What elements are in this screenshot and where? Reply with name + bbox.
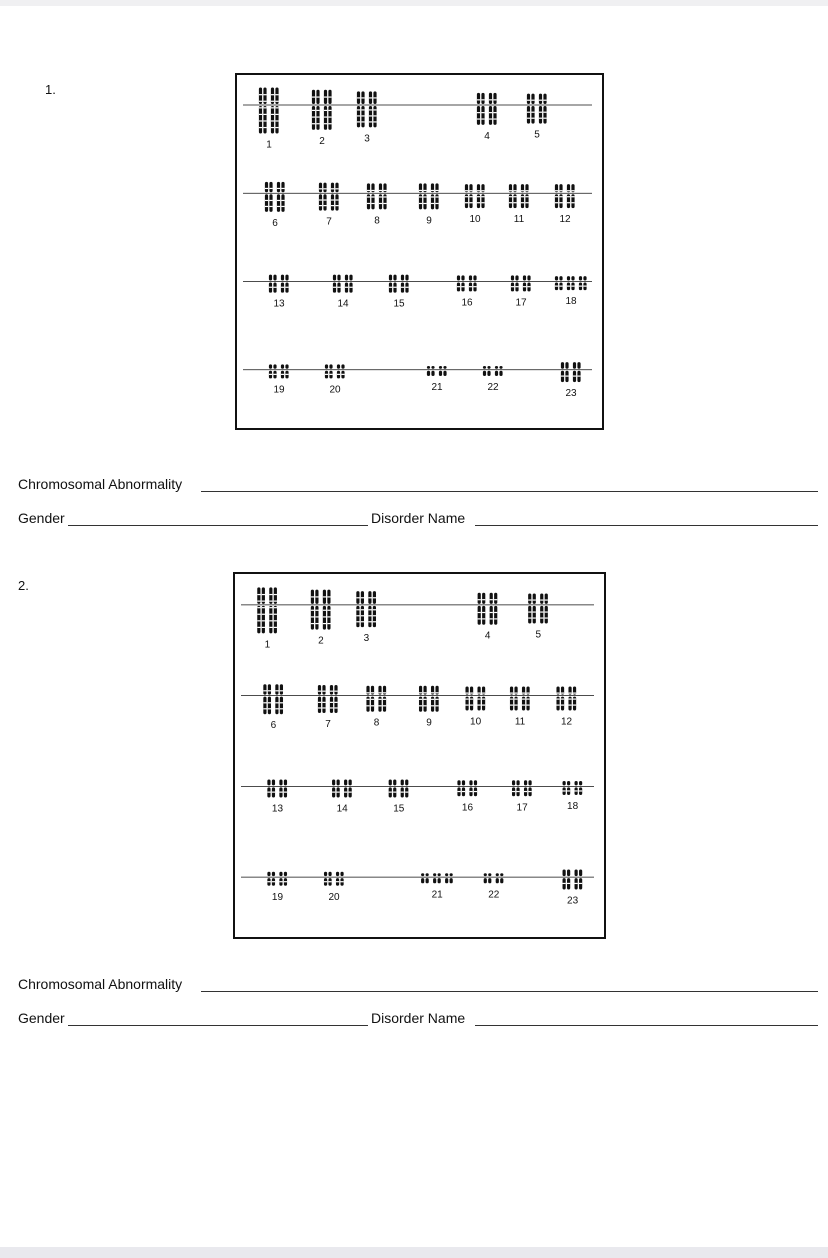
chromosome-label: 1 — [264, 639, 271, 651]
chromosome-label: 9 — [426, 215, 432, 227]
chromosome-group-12 — [555, 184, 575, 208]
gender-label: Gender — [18, 1010, 65, 1026]
chromosome-group-19 — [267, 872, 287, 886]
chromosome-group-8 — [366, 686, 386, 712]
chromosome-label: 19 — [271, 891, 284, 903]
chromosome-label: 4 — [484, 130, 490, 142]
question-2-number: 2. — [18, 578, 29, 593]
bottom-band — [0, 1247, 828, 1258]
chromosome-group-1 — [259, 88, 279, 134]
chromosome-group-23 — [561, 362, 581, 382]
chromosome-label: 10 — [470, 716, 482, 728]
chromosome-label: 11 — [513, 214, 525, 226]
chromosome-group-17 — [512, 780, 532, 796]
chromosome-label: 21 — [431, 889, 443, 901]
chromosome-label: 7 — [326, 216, 332, 228]
chromosome-label: 8 — [373, 717, 380, 729]
chromosome-group-17 — [511, 275, 531, 291]
chromosome-label: 17 — [515, 297, 527, 309]
chromosome-group-10 — [465, 686, 485, 710]
disorder-answer-line[interactable] — [475, 1025, 818, 1026]
chromosome-group-23 — [563, 870, 583, 890]
chromosome-group-21 — [421, 873, 453, 883]
abnormality-row-2 — [18, 976, 818, 996]
gender-row-2 — [18, 1010, 818, 1030]
gender-label: Gender — [18, 510, 65, 526]
disorder-label: Disorder Name — [371, 1010, 466, 1026]
chromosome-group-11 — [509, 184, 529, 208]
abnormality-label: Chromosomal Abnormality — [18, 976, 183, 992]
chromosome-group-19 — [269, 364, 289, 378]
chromosome-group-3 — [357, 91, 377, 127]
chromosome-label: 16 — [461, 297, 473, 309]
chromosome-group-20 — [325, 364, 345, 378]
chromosome-label: 5 — [534, 129, 540, 141]
chromosome-group-20 — [324, 872, 344, 886]
chromosome-group-16 — [457, 780, 477, 796]
chromosome-group-22 — [484, 873, 504, 883]
chromosome-label: 3 — [364, 133, 370, 145]
chromosome-label: 13 — [271, 803, 284, 815]
chromosome-label: 17 — [516, 802, 528, 814]
chromosome-group-8 — [367, 183, 387, 209]
chromosome-group-5 — [527, 94, 547, 124]
chromosome-label: 15 — [393, 803, 405, 815]
chromosome-group-21 — [427, 366, 447, 376]
chromosome-group-22 — [483, 366, 503, 376]
chromosome-label: 14 — [337, 298, 349, 310]
abnormality-answer-line[interactable] — [201, 491, 818, 492]
chromosome-label: 11 — [514, 716, 526, 728]
chromosome-group-9 — [419, 686, 439, 712]
chromosome-group-10 — [465, 184, 485, 208]
chromosome-label: 4 — [484, 630, 491, 642]
gender-row-1 — [18, 510, 818, 530]
chromosome-label: 18 — [565, 296, 577, 308]
chromosome-label: 2 — [318, 635, 324, 647]
chromosome-group-7 — [318, 685, 338, 713]
gender-answer-line[interactable] — [68, 525, 368, 526]
top-band — [0, 0, 828, 6]
chromosome-label: 1 — [266, 139, 272, 151]
chromosome-label: 23 — [565, 388, 577, 400]
abnormality-answer-line[interactable] — [201, 991, 818, 992]
chromosome-label: 16 — [461, 802, 474, 814]
question-1-number: 1. — [45, 82, 56, 97]
karyotype-1 — [235, 73, 604, 430]
chromosome-label: 9 — [426, 717, 432, 729]
chromosome-label: 22 — [487, 381, 499, 393]
chromosome-group-2 — [312, 90, 332, 130]
chromosome-group-14 — [333, 275, 353, 293]
chromosome-label: 10 — [469, 214, 481, 226]
chromosome-group-18 — [555, 276, 587, 290]
chromosome-group-12 — [556, 686, 576, 710]
gender-answer-line[interactable] — [68, 1025, 368, 1026]
chromosome-group-6 — [265, 182, 285, 212]
chromosome-label: 15 — [393, 298, 405, 310]
chromosome-label: 22 — [488, 889, 500, 901]
chromosome-group-9 — [419, 183, 439, 209]
chromosome-label: 2 — [319, 135, 325, 147]
chromosome-label: 18 — [567, 801, 579, 813]
chromosome-label: 7 — [325, 718, 331, 730]
abnormality-label: Chromosomal Abnormality — [18, 476, 183, 492]
chromosome-group-16 — [457, 275, 477, 291]
chromosome-label: 8 — [374, 215, 380, 227]
karyotype-svg — [237, 75, 602, 428]
disorder-label: Disorder Name — [371, 510, 466, 526]
disorder-answer-line[interactable] — [475, 525, 818, 526]
chromosome-group-14 — [332, 780, 352, 798]
chromosome-group-15 — [389, 275, 409, 293]
abnormality-row-1 — [18, 476, 818, 496]
chromosome-label: 12 — [560, 716, 573, 728]
karyotype-2 — [233, 572, 606, 939]
chromosome-label: 14 — [336, 803, 348, 815]
chromosome-group-7 — [319, 183, 339, 211]
chromosome-group-13 — [269, 275, 289, 293]
chromosome-group-15 — [389, 780, 409, 798]
chromosome-label: 6 — [272, 217, 278, 229]
chromosome-label: 5 — [535, 629, 542, 641]
chromosome-label: 23 — [567, 895, 579, 907]
chromosome-group-2 — [311, 590, 331, 630]
chromosome-group-3 — [356, 591, 376, 627]
chromosome-label: 20 — [329, 384, 341, 396]
karyotype-svg — [235, 574, 604, 937]
chromosome-group-18 — [563, 781, 583, 795]
chromosome-group-4 — [477, 93, 497, 125]
chromosome-label: 21 — [431, 381, 443, 393]
chromosome-group-11 — [510, 686, 530, 710]
chromosome-group-6 — [263, 684, 283, 714]
chromosome-label: 19 — [273, 384, 285, 396]
chromosome-label: 13 — [273, 298, 285, 310]
chromosome-label: 12 — [559, 214, 571, 226]
chromosome-label: 6 — [270, 720, 277, 732]
chromosome-label: 3 — [363, 633, 370, 645]
chromosome-label: 20 — [328, 891, 340, 903]
chromosome-group-13 — [267, 780, 287, 798]
chromosome-group-5 — [528, 593, 548, 623]
chromosome-group-1 — [257, 587, 277, 633]
chromosome-group-4 — [478, 593, 498, 625]
